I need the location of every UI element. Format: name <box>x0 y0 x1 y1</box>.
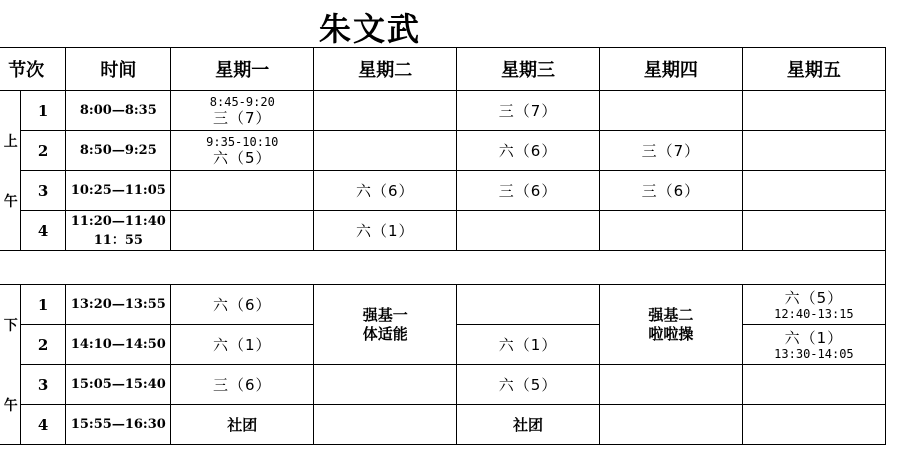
class-cell <box>599 91 742 131</box>
time-cell: 15:55—16:30 <box>66 405 171 445</box>
class-cell: 社团 <box>457 405 600 445</box>
class-cell <box>457 211 600 251</box>
class-name: 三（7） <box>213 108 272 127</box>
class-cell <box>599 405 742 445</box>
schedule-table <box>0 47 886 445</box>
header-tuesday: 星期二 <box>314 48 457 91</box>
class-cell: 六（1） <box>457 325 600 365</box>
class-cell <box>742 405 885 445</box>
period-number: 2 <box>20 325 66 365</box>
period-number: 4 <box>20 211 66 251</box>
class-cell <box>742 285 885 325</box>
class-cell <box>742 91 885 131</box>
time-line-1: 11:20—11:40 <box>70 213 166 229</box>
table-row <box>0 285 886 325</box>
activity-line-1: 强基二 <box>648 305 694 324</box>
header-period: 节次 <box>0 48 66 91</box>
class-cell: 三（7） <box>599 131 742 171</box>
class-cell <box>742 171 885 211</box>
activity-line-1: 强基一 <box>362 305 408 324</box>
time-cell: 8:00—8:35 <box>66 91 171 131</box>
class-cell <box>314 405 457 445</box>
merged-activity-cell <box>314 285 457 365</box>
header-row <box>0 48 886 91</box>
class-cell: 六（5） <box>457 365 600 405</box>
activity-line-2: 啦啦操 <box>648 324 694 343</box>
class-cell <box>314 131 457 171</box>
period-number: 3 <box>20 171 66 211</box>
time-cell: 14:10—14:50 <box>66 325 171 365</box>
class-time: 13:30-14:05 <box>774 346 854 361</box>
class-time: 8:45-9:20 <box>209 94 275 109</box>
class-cell <box>599 365 742 405</box>
afternoon-label <box>0 285 20 445</box>
class-cell <box>457 285 600 325</box>
class-cell <box>314 91 457 131</box>
class-cell <box>314 365 457 405</box>
table-row <box>0 365 886 405</box>
class-cell <box>599 211 742 251</box>
class-cell <box>171 171 314 211</box>
time-cell <box>66 211 171 251</box>
class-cell: 三（6） <box>599 171 742 211</box>
class-cell <box>742 325 885 365</box>
class-time: 9:35-10:10 <box>206 134 279 149</box>
table-row <box>0 171 886 211</box>
header-wednesday: 星期三 <box>457 48 600 91</box>
class-cell <box>742 131 885 171</box>
class-cell: 六（1） <box>314 211 457 251</box>
class-name: 六（5） <box>784 288 844 307</box>
period-number: 1 <box>20 285 66 325</box>
header-friday: 星期五 <box>742 48 885 91</box>
class-cell <box>742 211 885 251</box>
table-row <box>0 211 886 251</box>
morning-label-top: 上 <box>3 133 18 150</box>
table-row <box>0 91 886 131</box>
table-row <box>0 131 886 171</box>
class-cell <box>171 211 314 251</box>
break-cell <box>0 251 886 285</box>
period-number: 3 <box>20 365 66 405</box>
time-cell: 13:20—13:55 <box>66 285 171 325</box>
period-number: 4 <box>20 405 66 445</box>
class-cell: 三（6） <box>171 365 314 405</box>
class-cell: 六（1） <box>171 325 314 365</box>
activity-line-2: 体适能 <box>362 324 408 343</box>
period-number: 2 <box>20 131 66 171</box>
class-cell <box>171 91 314 131</box>
time-cell: 10:25—11:05 <box>66 171 171 211</box>
class-cell: 社团 <box>171 405 314 445</box>
header-thursday: 星期四 <box>599 48 742 91</box>
class-name: 六（1） <box>784 328 844 347</box>
afternoon-label-bottom: 午 <box>3 397 18 414</box>
class-name: 六（5） <box>213 148 272 167</box>
morning-label-bottom: 午 <box>3 193 18 210</box>
class-cell: 三（6） <box>457 171 600 211</box>
table-row <box>0 405 886 445</box>
class-cell: 六（6） <box>171 285 314 325</box>
class-cell <box>742 365 885 405</box>
header-monday: 星期一 <box>171 48 314 91</box>
class-cell: 六（6） <box>457 131 600 171</box>
class-cell <box>171 131 314 171</box>
afternoon-label-top: 下 <box>3 317 18 334</box>
break-row <box>0 251 886 285</box>
period-number: 1 <box>20 91 66 131</box>
time-line-2: 11：55 <box>93 232 143 248</box>
class-time: 12:40-13:15 <box>774 306 854 321</box>
morning-label <box>0 91 20 251</box>
class-cell: 三（7） <box>457 91 600 131</box>
merged-activity-cell <box>599 285 742 365</box>
class-cell: 六（6） <box>314 171 457 211</box>
time-cell: 15:05—15:40 <box>66 365 171 405</box>
header-time: 时间 <box>66 48 171 91</box>
teacher-name-title: 朱文武 <box>318 10 421 48</box>
time-cell: 8:50—9:25 <box>66 131 171 171</box>
